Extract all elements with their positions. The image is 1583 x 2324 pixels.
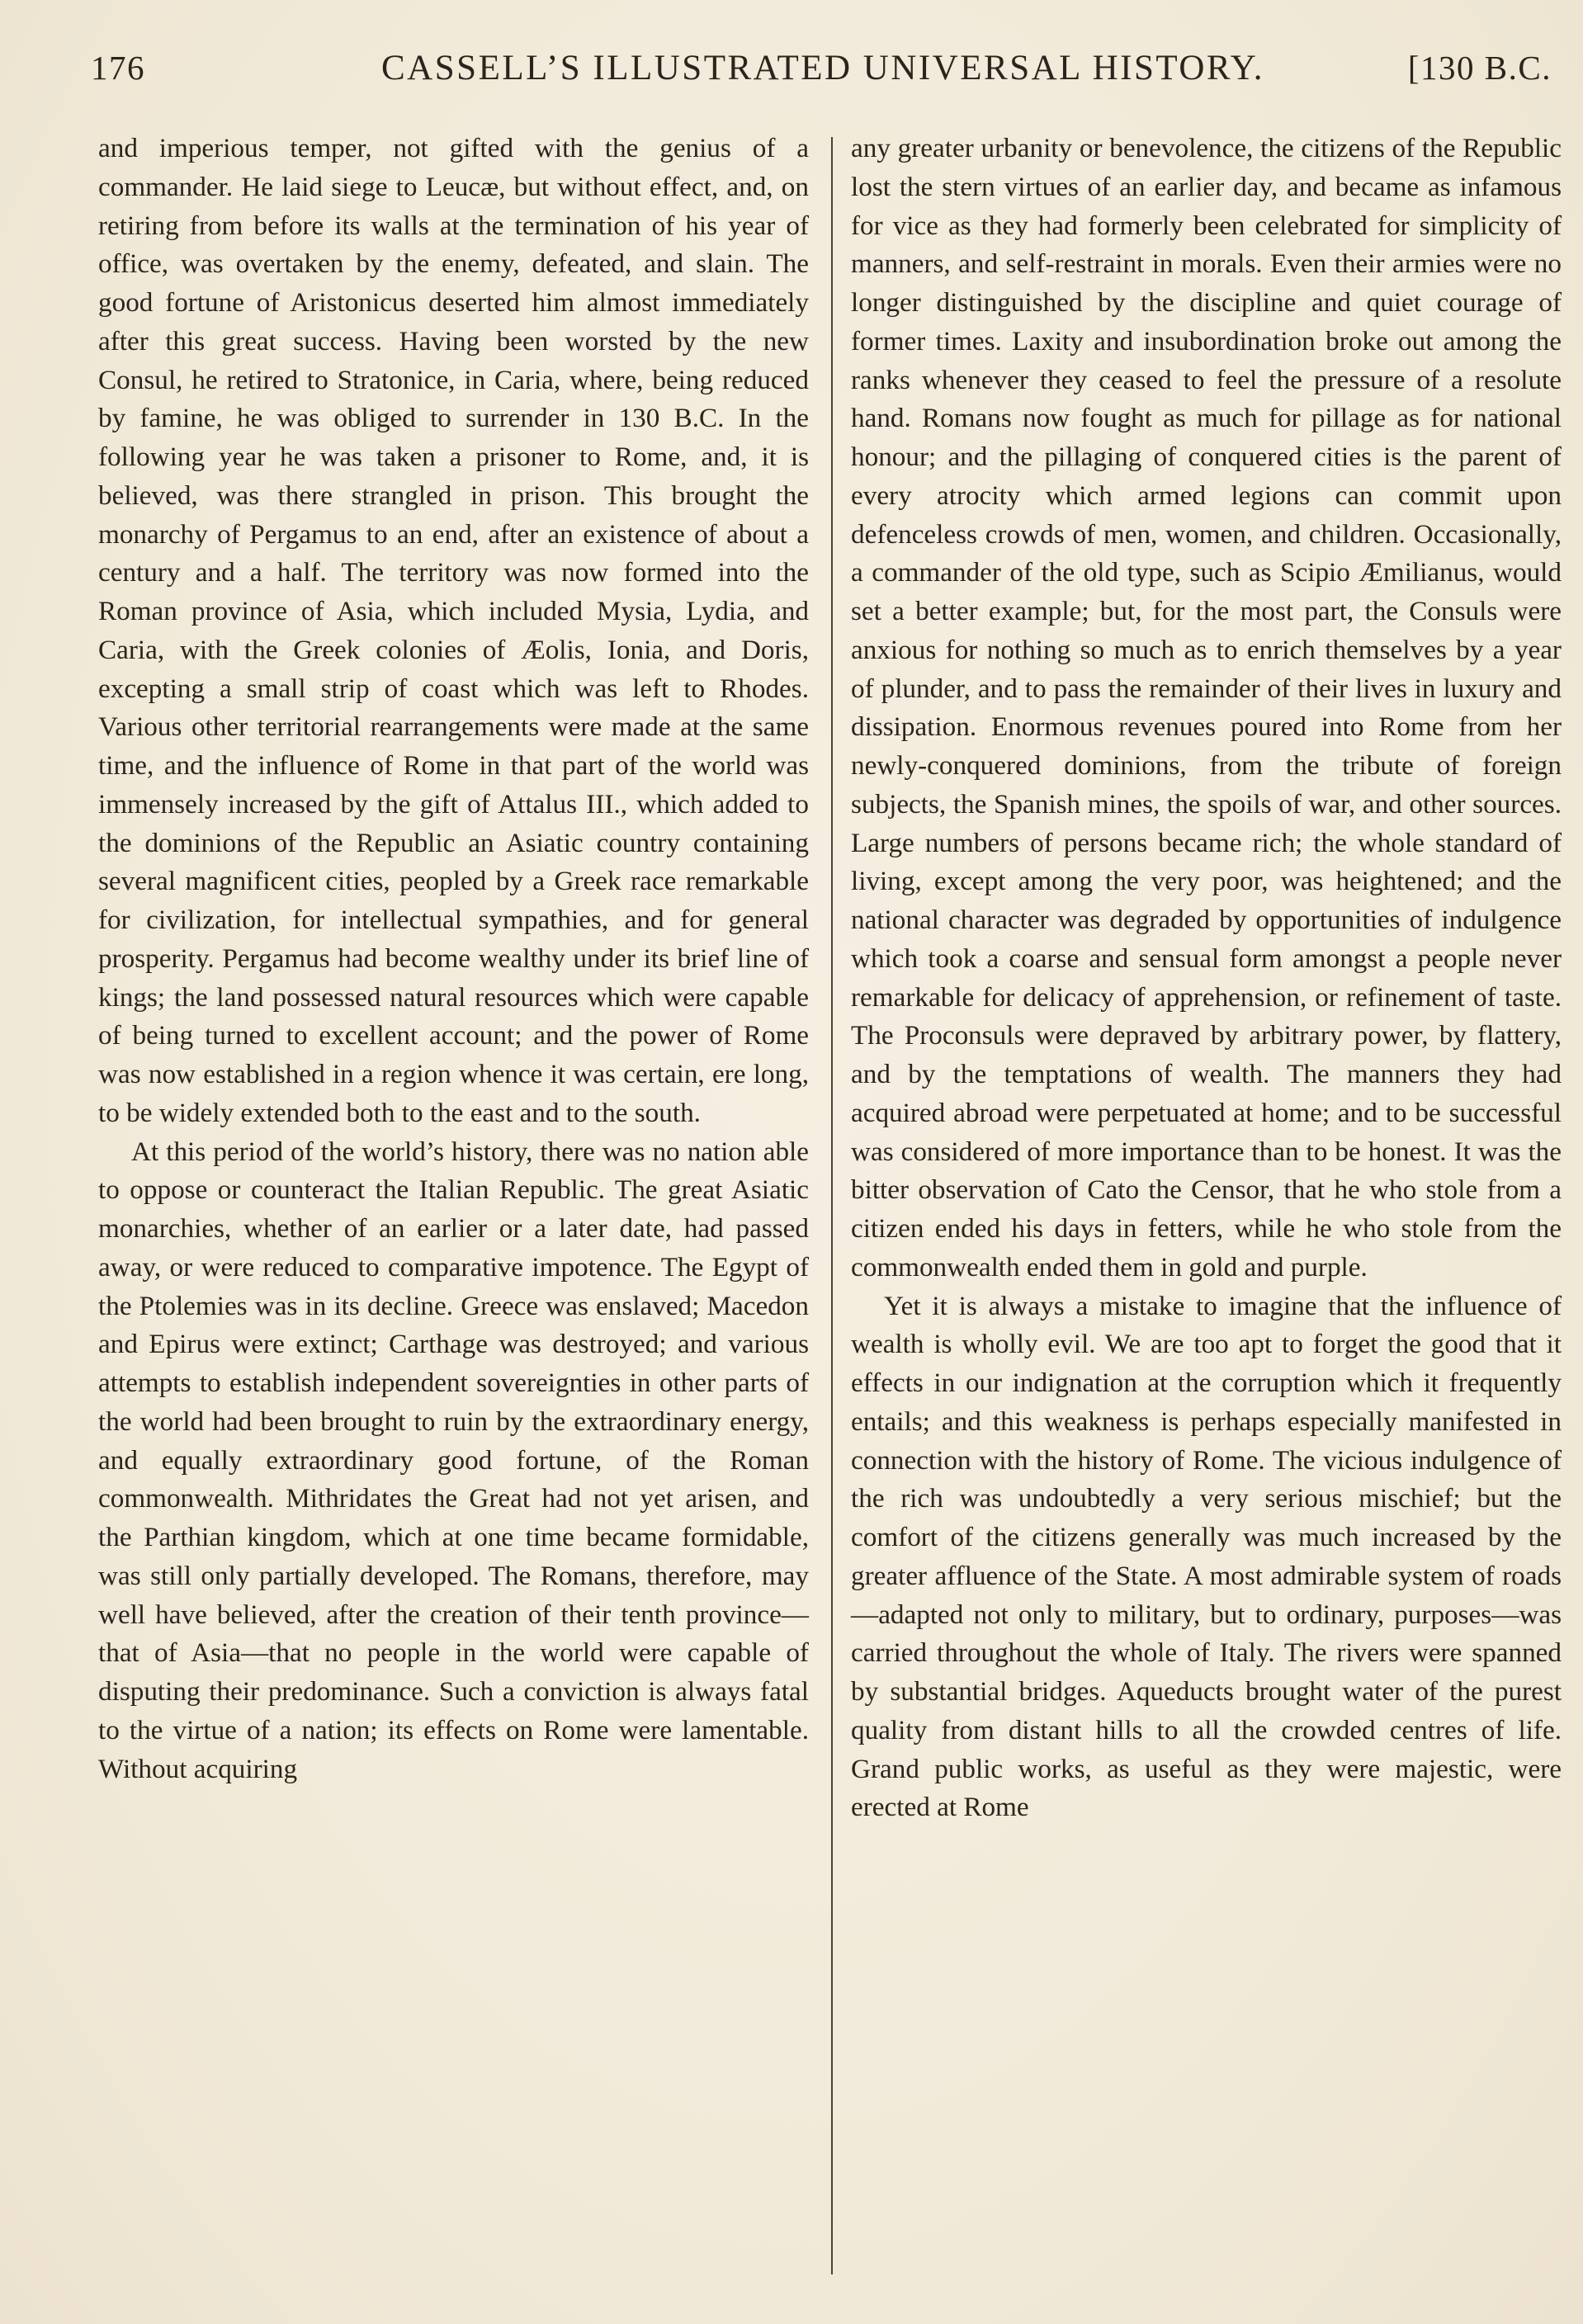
- right-column: [851, 130, 1562, 1827]
- paragraph: Yet it is always a mistake to imagine that the influence of wealth is wholly evil. We are too apt to forget the good that it effects in our indignation at the corruption which it frequently entails; and this weakness is perhaps especially manifested in connection with the history of Rome. The vicious indulgence of the rich was undoubtedly a very serious mischief; but the comfort of the citizens generally was much increased by the greater affluence of the State. A most admirable system of roads—adapted not only to military, but to ordinary, purposes—was carried throughout the whole of Italy. The rivers were spanned by substantial bridges. Aqueducts brought water of the purest quality from distant hills to all the crowded centres of life. Grand public works, as useful as they were majestic, were erected at Rome: [851, 1290, 1562, 1823]
- paragraph: any greater urbanity or benevolence, the citizens of the Republic lost the stern virtues of an earlier day, and became as infamous for vice as they had formerly been celebrated for simplicity of manners, and self-restraint in morals. Even their armies were no longer distinguished by the discipline and quiet courage of former times. Laxity and insubordination broke out among the ranks whenever they ceased to feel the pressure of a resolute hand. Romans now fought as much for pillage as for national honour; and the pillaging of conquered cities is the parent of every atrocity which armed legions can commit upon defenceless crowds of men, women, and children. Occasionally, a commander of the old type, such as Scipio Æmilianus, would set a better example; but, for the most part, the Consuls were anxious for nothing so much as to enrich themselves by a year of plunder, and to pass the remainder of their lives in luxury and dissipation. Enormous revenues poured into Rome from her newly-conquered dominions, from the tribute of foreign subjects, the Spanish mines, the spoils of war, and other sources. Large numbers of persons became rich; the whole standard of living, except among the very poor, was heightened; and the national character was degraded by opportunities of indulgence which took a coarse and sensual form amongst a people never remarkable for delicacy of apprehension, or refinement of taste. The Proconsuls were depraved by arbitrary power, by flattery, and by the temptations of wealth. The manners they had acquired abroad were perpetuated at home; and to be successful was considered of more importance than to be honest. It was the bitter observation of Cato the Censor, that he who stole from a citizen ended his days in fetters, while he who stole from the commonwealth ended them in gold and purple.: [851, 133, 1562, 1282]
- page-number: 176: [91, 49, 145, 87]
- paragraph: and imperious temper, not gifted with the genius of a commander. He laid siege to Leucæ, but without effect, and, on retiring from before its walls at the termination of his year of office, was overtaken by the enemy, defeated, and slain. The good fortune of Aristonicus deserted him almost immediately after this great success. Having been worsted by the new Consul, he retired to Stratonice, in Caria, where, being reduced by famine, he was obliged to surrender in 130 B.C. In the following year he was taken a prisoner to Rome, and, it is believed, was there strangled in prison. This brought the monarchy of Pergamus to an end, after an existence of about a century and a half. The territory was now formed into the Roman province of Asia, which included Mysia, Lydia, and Caria, with the Greek colonies of Æolis, Ionia, and Doris, excepting a small strip of coast which was left to Rhodes. Various other territorial rearrangements were made at the same time, and the influence of Rome in that part of the world was immensely increased by the gift of Attalus III., which added to the dominions of the Republic an Asiatic country containing several magnificent cities, peopled by a Greek race remarkable for civilization, for intellectual sympathies, and for general prosperity. Pergamus had become wealthy under its brief line of kings; the land possessed natural resources which were capable of being turned to excellent account; and the power of Rome was now established in a region whence it was certain, ere long, to be widely extended both to the east and to the south.: [98, 133, 809, 1128]
- left-column: [98, 130, 809, 1788]
- column-divider: [831, 137, 833, 2274]
- date-reference: [130 B.C.: [1407, 49, 1552, 87]
- running-title: CASSELL’S ILLUSTRATED UNIVERSAL HISTORY.: [381, 49, 1264, 87]
- paragraph: At this period of the world’s history, there was no nation able to oppose or counteract the Italian Republic. The great Asiatic monarchies, whether of an earlier or a later date, had passed away, or were reduced to comparative impotence. The Egypt of the Ptolemies was in its decline. Greece was enslaved; Macedon and Epirus were extinct; Carthage was destroyed; and various attempts to establish independent sovereignties in other parts of the world had been brought to ruin by the extraordinary energy, and equally extraordinary good fortune, of the Roman commonwealth. Mithridates the Great had not yet arisen, and the Parthian kingdom, which at one time became formidable, was still only partially developed. The Romans, therefore, may well have believed, after the creation of their tenth province—that of Asia—that no people in the world were capable of disputing their predominance. Such a conviction is always fatal to the virtue of a nation; its effects on Rome were lamentable. Without acquiring: [98, 1136, 809, 1784]
- running-header: [91, 48, 1552, 101]
